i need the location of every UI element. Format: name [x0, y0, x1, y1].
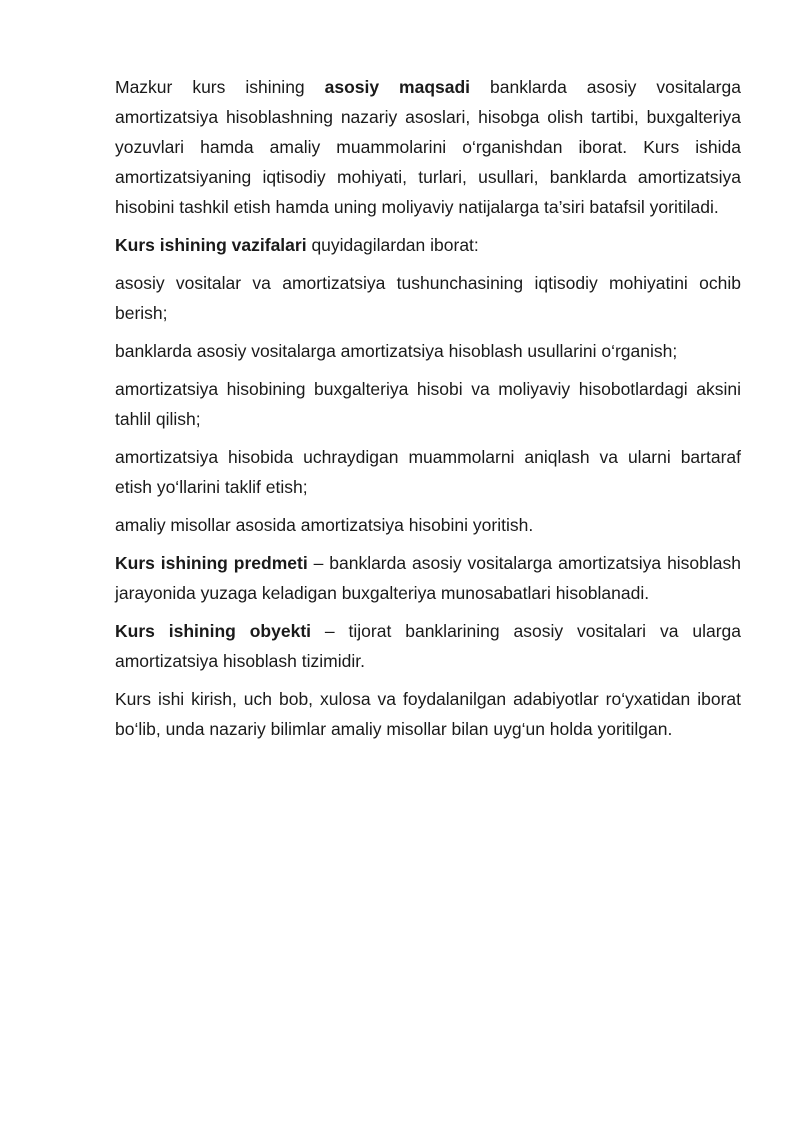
task-item: asosiy vositalar va amortizatsiya tushunchasining iqtisodiy mohiyatini ochib berish;: [115, 273, 741, 323]
subject-text: – banklarda asosiy vositalarga amortizatsiya hisoblash jarayonida yuzaga keladigan buxgalteriya munosabatlari hisoblanadi.: [115, 553, 742, 603]
subject-paragraph: [115, 548, 741, 608]
intro-text-start: Mazkur kurs ishining: [115, 77, 325, 97]
structure-paragraph: Kurs ishi kirish, uch bob, xulosa va foydalanilgan adabiyotlar ro‘yxatidan iborat bo‘lib, unda nazariy bilimlar amaliy misollar bilan uyg‘un holda yoritilgan.: [115, 689, 741, 739]
intro-paragraph: [115, 72, 741, 222]
tasks-heading-bold: Kurs ishining vazifalari: [115, 235, 307, 255]
intro-bold-term: asosiy maqsadi: [324, 77, 471, 97]
document-page: [115, 72, 741, 752]
task-item: amaliy misollar asosida amortizatsiya hisobini yoritish.: [115, 515, 534, 535]
subject-bold-term: Kurs ishining predmeti: [115, 553, 308, 573]
task-item: banklarda asosiy vositalarga amortizatsiya hisoblash usullarini o‘rganish;: [115, 341, 678, 361]
object-text: – tijorat banklarining asosiy vositalari va ularga amortizatsiya hisoblash tizimidir.: [115, 621, 741, 671]
task-item: amortizatsiya hisobida uchraydigan muammolarni aniqlash va ularni bartaraf etish yo‘llarini taklif etish;: [115, 447, 741, 497]
tasks-heading-paragraph: [115, 230, 741, 260]
intro-text-end: banklarda asosiy vositalarga amortizatsiya hisoblashning nazariy asoslari, hisobga olish tartibi, buxgalteriya yozuvlari hamda amaliy muammolarini o‘rganishdan iborat. Kurs ishida amortizatsiyaning iqtisodiy mohiyati, turlari, usullari, banklarda amortizatsiya hisobini tashkil etish hamda uning moliyaviy natijalarga ta’siri batafsil yoritiladi.: [115, 77, 741, 217]
tasks-heading-rest: quyidagilardan iborat:: [306, 235, 479, 255]
object-paragraph: [115, 616, 741, 676]
task-item: amortizatsiya hisobining buxgalteriya hisobi va moliyaviy hisobotlardagi aksini tahlil qilish;: [115, 379, 741, 429]
object-bold-term: Kurs ishining obyekti: [115, 621, 312, 641]
